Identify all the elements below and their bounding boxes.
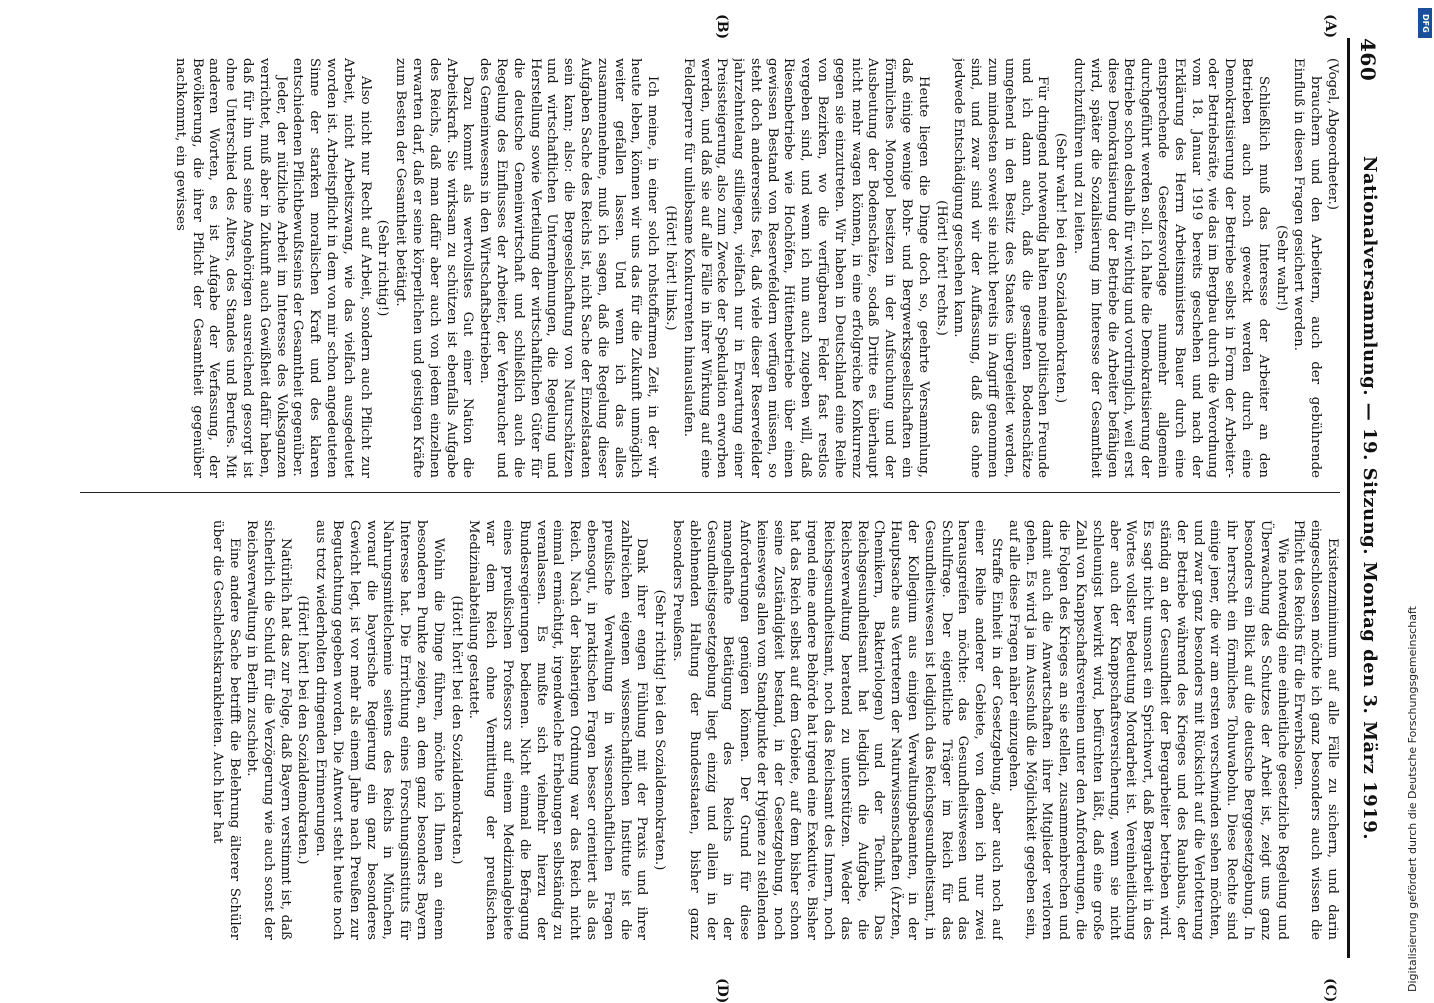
paragraph: Wie notwendig eine einheitliche gesetzliche Regelung und Überwachung des Schutzes der Arbeit ist, zeigt uns ganz besonders ein Blick auf die deutsche Berggesetzgebung. In ihr herrscht ein förmliches Tohuwabohu. Diese Rechte sind einige jener, die wir am ersten verschwinden sehen möchten, und zwar ganz besonders mit Rücksicht auf die Verlotterung der Betriebe während des Krieges und des Raubbaus, der ständig an der Gesundheit der Bergarbeiter betrieben wird. Es sagt nicht umsonst ein Sprichwort, daß Bergarbeit in des Wortes vollster Bedeutung Mordarbeit ist. Vereinheitlichung aber auch der Knappschaftsversicherung, wenn sie nicht schleunigst bewirkt wird, befürchten läßt, daß eine große Zahl von Knappschaftsvereinen unter den Anforderungen, die die Folgen des Krieges an sie stellen, zusammenbrechen und damit auch die Anwartschaften ihrer Mitglieder verloren gehen. Es wird ja im Ausschuß die Möglichkeit gegeben sein, auf alle diese Fragen näher einzugehen.	[1005, 520, 1290, 940]
paragraph: Eine andere Sache betrifft die Belehrung älterer Schüler über die Geschlechtskrankheiten. Auch hier hat	[210, 520, 243, 940]
paragraph: Schließlich muß das Interesse der Arbeiter an den Betrieben auch noch geweckt werden durch eine Demokratisierung der Betriebe selbst in Form der Arbeiter- oder Betriebsräte, wie das im Bergbau durch die Verordnung vom 18. Januar 1919 bereits geschehen und nach der Erklärung des Herrn Arbeitsministers Bauer durch eine entsprechende Gesetzesvorlage nunmehr allgemein durchgeführt werden soll. Ich halte die Demokratisierung der Betriebe schon deshalb für wichtig und vordringlich, weil erst diese Demokratisierung der Betriebe die Arbeiter befähigen wird, später die Sozialisierung im Interesse der Gesamtheit durchzuführen und zu leiten.	[1071, 58, 1271, 478]
paragraph: Natürlich hat das zur Folge, daß Bayern verstimmt ist, daß sicherlich die Schuld für die Verzögerung wie auch sonst der Reichsverwaltung in Berlin zuschiebt.	[244, 520, 293, 940]
paragraph: Wohin die Dinge führen, möchte ich Ihnen an einem besonderen Punkte zeigen, an dem ganz besonders Bayern Interesse hat. Die Errichtung eines Forschungsinstituts für Nahrungsmittelchemie seitens des Reichs in München, worauf die bayerische Regierung ein ganz besonderes Gewicht legt, ist vor mehr als einem Jahre nach Preußen zur Begutachtung gegeben worden. Die Antwort steht heute noch aus trotz wiederholten dringenden Erinnerungen.	[313, 520, 446, 940]
interjection: (Sehr richtig!)	[375, 219, 391, 317]
paragraph: Existenzminimum auf alle Fälle zu sichern, und darin eingeschlossen möchte ich ganz besonders auch wissen die Pflicht des Reichs für die Erwerbslosen.	[1291, 520, 1340, 940]
dfg-logo: DFG	[1418, 8, 1432, 38]
interjection: (Hört! hört! bei den Sozialdemokraten.)	[448, 595, 464, 865]
running-title: Nationalversammlung. — 19. Sitzung. Montag den 3. März 1919.	[1359, 155, 1380, 840]
column-divider	[80, 492, 1340, 493]
paragraph: Also nicht nur Recht auf Arbeit, sondern auch Pflicht zur Arbeit, nicht Arbeitszwang, wie das vielfach ausgedeutet worden ist. Arbeitspflicht in dem von mir schon angedeuteten Sinne der starken moralischen Kraft und des klaren entschiedenen Pflichtbewußtseins der Gesamtheit gegenüber.	[290, 58, 373, 478]
paragraph: Für dringend notwendig halten meine politischen Freunde und ich dann auch, daß die gesamten Bodenschätze umgehend in den Besitz des Staates übergeleitet werden, zum mindesten soweit sie nicht bereits in Angriff genommen sind, und zwar sind wir der Auffassung, daß das ohne jedwede Entschädigung geschehen kann.	[951, 58, 1051, 478]
paragraph: Straffe Einheit in der Gesetzgebung, aber auch noch auf einer Reihe anderer Gebiete, von denen ich nur zwei herausgreifen möchte: das Gesundheitswesen und das Schulfrage. Der eigentliche Träger im Reich für das Gesundheitswesen ist lediglich das Reichsgesundheitsamt, in der Kollegium aus einigen Verwaltungsbeamten, in der Hauptsache aus Vertretern der Naturwissenschaften (Ärzten, Chemikern, Bakteriologen) und der Technik. Das Reichsgesundheitsamt hat lediglich die Aufgabe, die Reichsverwaltung beratend zu unterstützen. Weder das Reichsgesundheitsamt, noch das Reichsamt des Innern, noch irgend eine andere Behörde hat irgend eine Exekutive. Bisher hat das Reich selbst auf dem Gebiete, auf dem bisher schon seine Zuständigkeit bestand, in der Gesetzgebung, noch keineswegs allen vom Standpunkte der Hygiene zu stellenden Anforderungen genügen können. Der Grund für diese mangelhafte Betätigung des Reichs in der Gesundheitsgesetzgebung liegt einzig und allein in der ablehnenden Haltung der Bundesstaaten, bisher ganz besonders Preußens.	[669, 520, 1005, 940]
margin-marker-d: (D)	[714, 978, 730, 1003]
page-header	[1350, 38, 1384, 958]
paragraph: brauchern und den Arbeitern, auch der gebührende Einfluß in diesen Fragen gesichert werden.	[1291, 58, 1324, 478]
digitization-credit	[1400, 0, 1434, 1000]
paragraph: Dank ihrer engen Fühlung mit der Praxis und ihrer zahlreichen eigenen wissenschaftlichen Institute ist die preußische Verwaltung in wissenschaftlichen Fragen ebensogut, in praktischen Fragen besser orientiert als das Reich. Nach der bisherigen Ordnung war das Reich nicht einmal ermächtigt, irgendwelche Erhebungen selbständig zu veranlassen. Es mußte sich vielmehr hierzu der Bundesregierungen bedienen. Nicht einmal die Befragung eines preußischen Professors auf einem Medizinalgebiete war dem Reich ohne Vermittlung der preußischen Medizinalabteilung gestattet.	[466, 520, 650, 940]
credit-text: Digitalisierung gefördert durch die Deutsche Forschungsgemeinschaft	[1406, 606, 1419, 992]
paragraph: Ich meine, in einer solch rohstoffarmen Zeit, in der wir heute leben, können wir uns das für die Zukunft unmöglich weiter gefallen lassen. Und wenn ich das alles zusammennehme, muß ich sagen, daß die Regelung dieser Aufgaben Sache des Reichs ist, nicht Sache der Einzelstaaten sein kann; also: die Bergeselschaftung von Naturschätzen und wirtschaftlichen Unternehmungen, die Regelung und Herstellung sowie Verteilung der wirtschaftlichen Güter für die deutsche Gemeinwirtschaft und schließlich auch die Regelung des Einflusses der Arbeiter, der Verbraucher und des Gemeinwesens in den Wirtschaftsbetrieben.	[477, 58, 661, 478]
interjection: (Sehr richtig! bei den Sozialdemokraten.)	[652, 589, 668, 871]
header-rule	[1347, 38, 1350, 958]
margin-marker-a: (A)	[1322, 14, 1338, 39]
margin-marker-c: (C)	[1322, 978, 1338, 1003]
margin-marker-b: (B)	[714, 14, 730, 40]
right-text-column	[80, 520, 1340, 940]
interjection: (Sehr wahr!)	[1273, 224, 1289, 312]
left-text-column	[80, 58, 1340, 478]
page-number: 460	[1356, 38, 1380, 82]
interjection: (Hört! hört! links.)	[662, 205, 678, 331]
interjection: (Hört! hört! rechts.)	[933, 200, 949, 336]
interjection: (Sehr wahr! bei den Sozialdemokraten.)	[1053, 132, 1069, 404]
speaker-label: (Vogel, Abgeordneter.)	[1325, 58, 1340, 210]
paragraph: Dazu kommt als wertvollstes Gut einer Nation die Arbeitskraft. Sie wirksam zu schützen ist ebenfalls Aufgabe des Reichs, daß man dafür aber auch von jedem einzelnen erwarten darf, daß er seine körperlichen und geistigen Kräfte zum Besten der Gesamtheit betätigt.	[393, 58, 476, 478]
paragraph: Heute liegen die Dinge doch so, geehrte Versammlung, daß einige wenige Bohr- und Bergwerksgesellschaften ein förmliches Monopol besitzen in der Aufsuchung und der Ausbeutung der Bodenschätze, sodaß Dritte es überhaupt nicht mehr wagen können, in eine erfolgreiche Konkurrenz gegen sie einzutreten. Wir haben in Deutschland eine Reihe von Bezirken, wo die verfügbaren Felder fast restlos vergeben sind, und wenn ich nun auch zugeben will, daß Riesenbetriebe wie Hochöfen, Hüttenbetriebe über einen gewissen Bestand von Reservefeldern verfügen müssen, so steht doch andererseits fest, daß viele dieser Reservefelder jahrzehntelang stilliegen, vielfach nur in Erwartung einer Preissteigerung, also zum Zwecke der Spekulation erworben werden, und daß sie auf alle Fälle in ihrer Wirkung auf eine Felderperre für unliebsame Konkurrenten hinauslaufen.	[680, 58, 931, 478]
interjection: (Hört! hört! bei den Sozialdemokraten.)	[295, 595, 311, 865]
rotated-page	[25, 0, 1420, 1003]
paragraph: Jeder, der nützliche Arbeit im Interesse des Volksganzen verrichtet, muß aber in Zukunft auch Gewißheit dafür haben, daß für ihn und seine Angehörigen ausreichend gesorgt ist ohne Unterschied des Alters, des Standes und Berufes. Mit anderen Worten, es ist Aufgabe der Verfassung, der Bevölkerung, die ihrer Pflicht der Gesamtheit gegenüber nachkommt, ein gewisses	[172, 58, 289, 478]
